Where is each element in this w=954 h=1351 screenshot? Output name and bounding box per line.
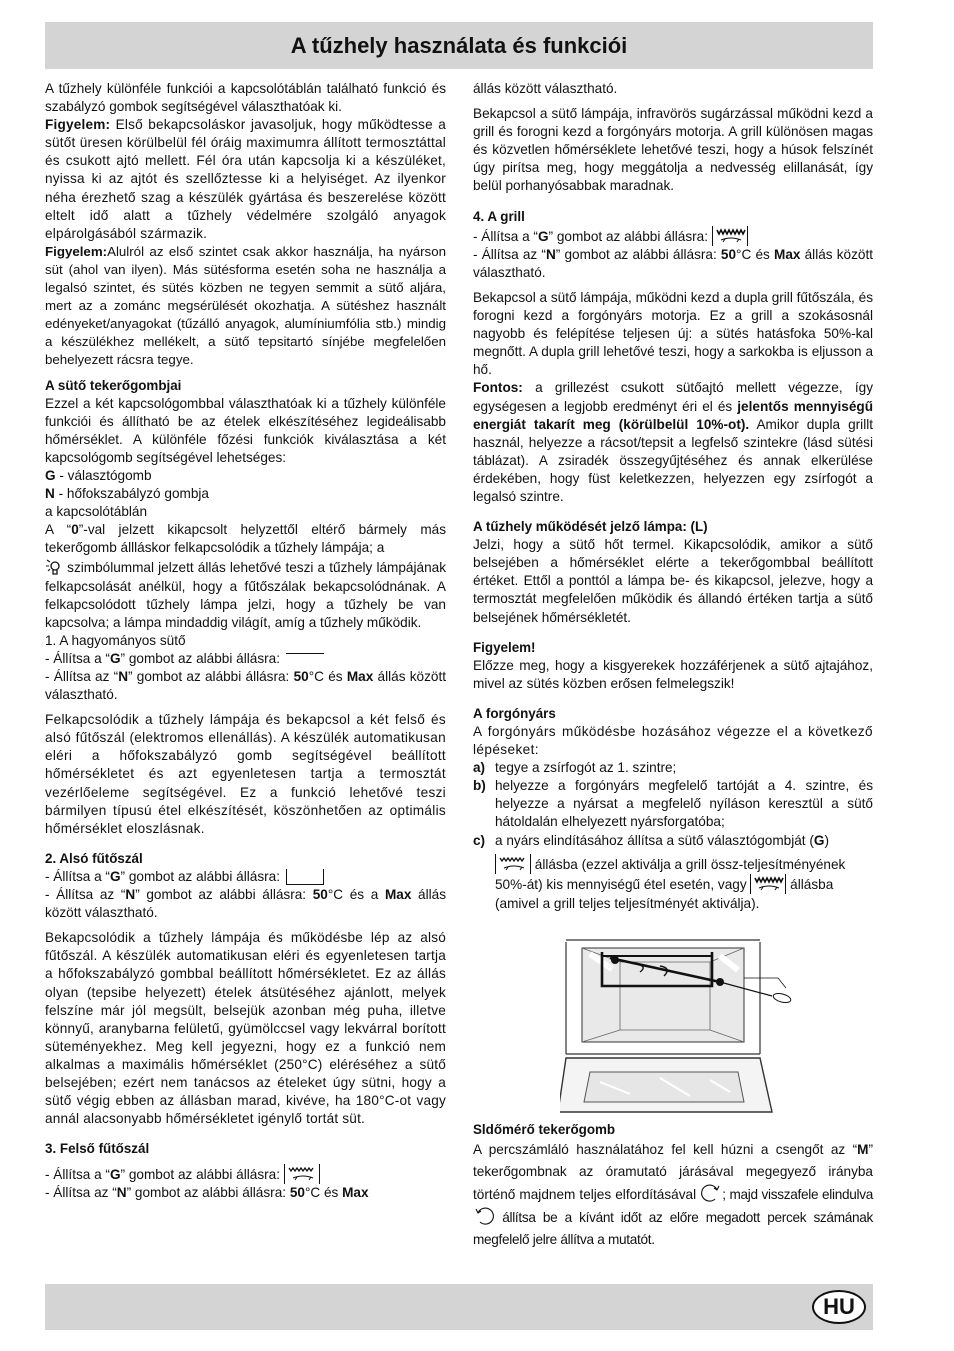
warning-1 [45,116,446,243]
list-item [473,759,873,777]
zero-pre: A “ [45,522,72,538]
s4-n-pre: - Állítsa az “ [473,246,546,262]
timer-post: állítsa be a kívánt időt az előre megadott percek számának megfelelő jelre állítva a mutatót. [473,1210,873,1248]
s3-n-max: Max [342,1185,369,1201]
zero-text [45,521,446,557]
s1-n-max: Max [346,669,374,684]
timer-heading: Sldőmérő tekerőgomb [473,1122,616,1137]
grill-symbol-icon [495,854,531,874]
right-column [473,80,873,913]
s4-n-50: 50 [720,246,737,262]
lamp-text: Jelzi, hogy a sütő hőt termel. Kikapcsolódik, amikor a sütő belsejében a hőmérséklet elérte a tekerőgombbal beállított értéket. Ettől a ponttól a lámpa be- és kikapcsol, jelezve, hogy a termosztát megfelelően működik és állandó értéken tartja a sütő belsejének hőmérsékletét. [473,537,873,625]
s3-g-line [45,1164,446,1184]
s3-n-pre: - Állítsa az “ [45,1185,117,1201]
s4-heading: 4. A grill [473,208,525,224]
s1-n-post: állás között választható. [45,669,447,703]
fontos-label: Fontos: [473,380,523,396]
clockwise-arrow-icon [700,1183,722,1203]
list-item-label: a) [473,760,486,776]
warning-label: Figyelem: [45,117,111,133]
list-item-label: b) [473,778,486,794]
s2-n-line [45,886,446,922]
s3-text: Bekapcsol a sütő lámpája, infravörös sugárzással működni kezd a grill és forogni kezd a forgónyárs motorja. A grill különösen magas és közvetlen hőmérséklete lehetővé teszi, hogy a húsok felszínét úgy pirítsa meg, hogy meggátolja a nedvesség elillanását, így belül porhanyósabbak maradnak. [473,106,873,194]
panel-text: a kapcsolótáblán [45,504,148,520]
n-label: N [45,486,55,502]
list-item-text: helyezze a forgónyárs megfelelő tartóját a 4. szintre, és helyezze a nyársat a megfelelő nyíláson keresztül a sütő hátoldalán elhelyezett nyársforgatóba; [495,778,873,830]
s1-g-post: ” gombot az alábbi állásra: [120,650,280,666]
item-c-continuation [473,854,873,913]
timer-mid2: ; majd visszafele elindulva [722,1187,873,1203]
s1-g-line [45,650,446,668]
warning-text: Első bekapcsoláskor javasoljuk, hogy működtesse a sütőt üresen körülbelül fél óráig maximumra állított termosztáttal és csukott ajtó mellett. Fél óra után kapcsolja ki a készüléket, nyissa ki az ajtót és szellőztesse ki a helyiséget. Az ilyenkor néha érezhető szag a készülék gyártása és beszerelése között eltelt idő alatt a tűzhely védelmére szolgáló anyagok elpárolgásából származik. [45,117,446,241]
g-text: - választógomb [55,467,152,483]
lamp-icon [45,557,63,577]
zero-label: 0 [71,522,79,538]
bottom-heat-symbol-icon [286,869,324,885]
s1-n-line [45,668,446,704]
n-knob-line [45,485,446,503]
s1-g-bold: G [109,650,121,666]
knobs-text: Ezzel a két kapcsológombbal választhatóak ki a tűzhely különféle funkciói és állítható be az ételek elkészítéséhez legideálisabb hőmérséklet. A különféle főzési funkciók kiválasztása a két kapcsológomb segítségével lehetséges: [45,395,446,465]
double-grill-symbol-icon [712,226,748,246]
s1-n-mid: ” gombot az alábbi állásra: [128,669,294,684]
fontos-pre: a grillezést csukott sütőajtó mellett végezze, így egységesen a legjobb eredményt éri el és [473,380,873,414]
footer-bar [45,1284,873,1330]
s1-n-deg: °C és [308,669,347,684]
list-item [473,832,873,850]
item-c-text1: állásba (ezzel aktiválja a grill össz-teljesítményének 50%-át) kis mennyiségű étel esetén, vagy [495,856,846,892]
s2-g-pre: - Állítsa a “ [45,868,110,884]
spit-intro: A forgónyárs működésbe hozásához végezze el a következő lépéseket: [473,724,873,758]
list-item [473,777,873,831]
item-c-text2: állásba (amivel a grill teljes teljesítményét aktiválja). [495,876,834,911]
s4-n-max: Max [774,246,801,262]
zero-post: ”-val jelzett kikapcsolt helyzettől eltérő bármely más tekerőgomb állláskor felkapcsolódik a tűzhely lámpája; a [45,522,446,556]
oven-rotisserie-illustration [560,934,800,1119]
s4-text: Bekapcsol a sütő lámpája, működni kezd a dupla grill fűtőszála, és forogni kezd a forgónyárs motorja. Ez a grill a szokásosnál nagyobb és felépítése teljesen új: a sütés hatásfoka 50%-kal megnőtt. A dupla grill lehetővé teszi, hogy a sarkokba is eljusson a hő. [473,289,873,378]
s3-n-line [45,1184,446,1202]
s4-g-post: ” gombot az alábbi állásra: [548,228,708,244]
s3-continuation: állás között választható. [473,81,618,96]
s3-g-post: ” gombot az alábbi állásra: [120,1167,280,1183]
s2-n-bold: N [125,887,136,903]
fontos-bold: jelentős mennyiségű energiát takarít meg (körülbelül 10%-ot). [473,398,874,432]
s2-n-50: 50 [312,887,328,903]
s2-g-line [45,868,446,886]
fontos-text [473,379,873,506]
s1-n-50: 50 [293,669,309,684]
spit-heading: A forgónyárs [473,705,556,721]
s2-n-max: Max [384,887,412,903]
s2-text: Bekapcsolódik a tűzhely lámpája és működésbe lép az alsó fűtőszál. A készülék automatikusan eléri és egyenletesen tartja a hőfokszabályzó gombbal beállított hőmérsékletet. Ez az állás olyan (tepsibe helyezett) ételek átsütéséhez ajánlott, melyek felszíne már jól megsült, belsejük azonban még puha, illetve könnyű, aranybarna felületű, gyümölccsel vagy lekvárral borított süteményekhez. Meg kell jegyezni, hogy ez a funkció nem alkalmas a maximális hőmérséklet (250°C) eléréséhez a sütő belsejében; ezért nem tanácsos az ételeket úgy sütni, hogy a sütő végig ebben az állásban marad, kivéve, ha 180°C-ot vagy annál alacsonyabb hőmérsékletet igénylő tortát süt. [45,930,446,1127]
s4-n-line [473,246,873,282]
grill-symbol-icon [284,1164,320,1184]
timer-pre: A percszámláló használatához fel kell húzni a csengőt az “ [473,1142,858,1158]
timer-text [473,1139,873,1251]
s2-g-bold: G [109,868,121,884]
timer-section [473,1121,873,1251]
lamp-heading: A tűzhely működését jelző lámpa: (L) [473,519,708,535]
s1-heading: 1. A hagyományos sütő [45,632,186,648]
s3-g-pre: - Állítsa a “ [45,1167,110,1183]
list-item-text [495,832,873,850]
item-c-bold: G [813,832,825,848]
warning-text: Alulról az első szintet csak akkor használja, ha nyárson süt (ahol van ilyen). Más sütésforma esetén soha ne használja a legalsó szintet, és sütés közben ne tegyen semmit a sütő aljára, mert az a zománc megsérülését okozhatja. A sütéshez használt edényeket/anyagokat (tűzálló anyagok, alumíniumfólia stb.) mindig a készülékhez mellékelt, a sütő tepsitartó sínjébe megfelelően behelyezett rácsra tegye. [45,243,446,368]
n-text: - hőfokszabályzó gombja [54,486,209,502]
item-c-pre: a nyárs elindításához állítsa a sütő választógombját ( [495,832,814,848]
s1-n-bold: N [118,669,129,684]
title-bar [45,22,873,69]
double-grill-symbol-icon [750,874,786,894]
s4-n-bold: N [545,246,556,262]
warning-heading: Figyelem! [473,639,536,655]
s2-n-pre: - Állítsa az “ [45,887,126,903]
s3-n-bold: N [116,1185,127,1201]
s3-n-deg: °C és [304,1185,343,1201]
g-label: G [45,467,56,483]
lamp-text [45,557,446,631]
knobs-heading: A sütő tekerőgombjai [45,377,182,393]
intro-text: A tűzhely különféle funkciói a kapcsolótáblán található funkció és szabályzó gombok segítségével választhatóak ki. [45,81,446,115]
s4-g-bold: G [537,228,549,244]
lamp-text-body: szimbólummal jelzett állás lehetővé teszi a tűzhely lámpájának felkapcsolását anélkül, hogy a fűtőszálak bekapcsolódnának. A felkapcsolódott tűzhely lámpa jelzi, hogy a tűzhely be van kapcsolva; a lámpa mindaddig világít, amíg a tűzhely működik. [45,560,446,630]
counterclockwise-arrow-icon [473,1206,495,1226]
page-title: A tűzhely használata és funkciói [290,33,628,58]
left-column [45,80,446,1203]
s4-n-deg: °C és [736,246,774,262]
s1-g-pre: - Állítsa a “ [45,650,110,666]
s2-heading: 2. Alsó fűtőszál [45,850,143,866]
s3-n-mid: ” gombot az alábbi állásra: [126,1185,290,1201]
item-c-post: ) [824,832,829,848]
s1-n-pre: - Állítsa az “ [45,669,119,684]
warning-text: Előzze meg, hogy a kisgyerekek hozzáférjenek a sütő ajtajához, mivel az sütés közben erősen felmelegszik! [473,657,873,691]
language-badge: HU [812,1290,866,1324]
s3-n-50: 50 [289,1185,305,1201]
s3-heading: 3. Felső fűtőszál [45,1141,150,1157]
s4-n-post: állás között választható. [473,246,874,280]
warning-label: Figyelem: [45,243,108,259]
s2-n-mid: ” gombot az alábbi állásra: [135,887,313,903]
warning-2 [45,243,446,370]
s3-g-bold: G [109,1167,121,1183]
timer-mid: ” tekerőgombnak az óramutató járásával megegyező irányba történő majdnem teljes elfordításával [473,1142,873,1203]
s4-g-line [473,226,873,246]
s2-n-deg: °C és a [327,887,385,903]
list-item-label: c) [473,832,486,848]
s2-n-post: állás között választható. [45,887,446,921]
s2-g-post: ” gombot az alábbi állásra: [120,868,280,884]
top-bottom-heat-symbol-icon [286,653,324,665]
fontos-post: Amikor dupla grillt használ, helyezze a rácsot/tepsit a legfelső szintekre (lásd sütési táblázat). A zsiradék összegyűjtéséhez és annak elkerülése érdekében, hogy füst keletkezzen, helyezzen egy zsírfogót a legalsó szintre. [473,416,874,504]
timer-bold: M [857,1142,869,1158]
g-knob-line [45,467,446,485]
s4-n-mid: ” gombot az alábbi állásra: [555,246,721,262]
s4-g-pre: - Állítsa a “ [473,228,538,244]
s1-text: Felkapcsolódik a tűzhely lámpája és bekapcsol a két felső és alsó fűtőszál (elektromos ellenállás). A készülék automatikusan eléri a hőfokszabályzó gomb segítségével beállított hőmérsékletet és azt egyenletesen tartja a termosztát vezérlőeleme segítségével. Ez a funkció lehetővé teszi bármilyen típusú étel elkészítését, köszönhetően az optimális hőmérséklet eloszlásnak. [45,712,446,836]
list-item-text: tegye a zsírfogót az 1. szintre; [495,760,677,776]
